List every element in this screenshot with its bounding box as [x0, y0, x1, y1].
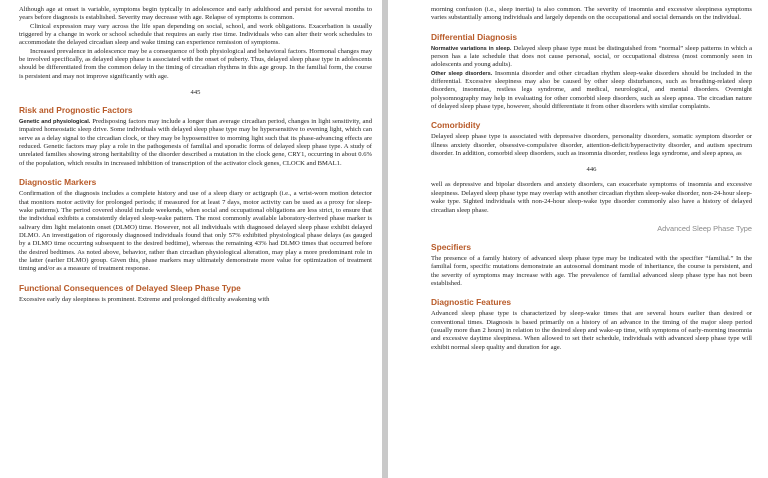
heading-comorbidity: Comorbidity: [431, 120, 481, 131]
heading-risk-prognostic: Risk and Prognostic Factors: [19, 105, 133, 116]
paragraph-other-sleep: [431, 70, 752, 112]
left-page: [0, 0, 382, 478]
paragraph-clinical-expression: Clinical expression may vary across the life span depending on social, school, and work obligations. Exacerbation is usually triggered by a change in work or school schedule that requires an early rise time. Individuals who can alter their work schedules to accommodate the delayed circadian sleep and wake timing can experience remission of symptoms.: [19, 22, 372, 47]
page-number-445: 445: [190, 89, 201, 97]
paragraph-genetic: [19, 118, 372, 168]
paragraph-functional: Excessive early day sleepiness is prominent. Extreme and prolonged difficulty awakening with: [19, 295, 270, 303]
paragraph-specifiers: The presence of a family history of advanced sleep phase type may be indicated with the specifier “familial.” In the familial form, specific mutations demonstrate an autosomal dominant mode of inheritance, the course is persistent, and the severity of symptoms may increase with age. The prevalence of familial advanced sleep phase type has not been established.: [431, 254, 752, 287]
paragraph-adolescence: Increased prevalence in adolescence may be a consequence of both physiological and behavioral factors. Hormonal changes may be involved specifically, as delayed sleep phase is associated with the onset of puberty. Thus, delayed sleep phase type in adolescents should be differentiated from the common delay in the timing of circadian rhythms in this age group. In the familial form, the course is persistent and may not improve significantly with age.: [19, 47, 372, 80]
right-page: [388, 0, 768, 478]
running-head-advanced: Advanced Sleep Phase Type: [657, 223, 752, 233]
runin-other-label: Other sleep disorders.: [431, 70, 493, 77]
heading-specifiers: Specifiers: [431, 241, 472, 252]
heading-diagnostic-features: Diagnostic Features: [431, 297, 512, 308]
paragraph-comorbidity-continued: well as depressive and bipolar disorders and anxiety disorders, can exacerbate symptoms of insomnia and excessive sleepiness. Delayed sleep phase type may overlap with another circadian rhythm sleep-wake disorder, non-24-hour sleep-wake type. Sighted individuals with non-24-hour sleep-wake type disorder commonly also have a history of delayed circadian sleep phase.: [431, 181, 752, 214]
runin-normative-label: Normative variations in sleep.: [431, 45, 512, 52]
paragraph-normative: [431, 45, 752, 70]
heading-functional-consequences: Functional Consequences of Delayed Sleep Phase Type: [19, 282, 241, 293]
paragraph-comorbidity: Delayed sleep phase type is associated with depressive disorders, personality disorders, somatic symptom disorder or illness anxiety disorder, obsessive-compulsive disorder, attention-deficit/hyperactivity disorder, and autism spectrum disorder. In addition, comorbid sleep disorders, such as insomnia disorder, restless legs syndrome, and sleep apnea, as: [431, 133, 752, 158]
other-text: Insomnia disorder and other circadian rhythm sleep-wake disorders should be included in the differential. Excessive sleepiness may also be caused by other sleep disturbances, such as breathing-related sleep disorders, insomnias, restless legs syndrome, and medical, neurological, and mental disorders. Overnight polysomnography may help in evaluating for other comorbid sleep disorders, such as sleep apnea. The circadian nature of delayed sleep phase type, however, should differentiate it from other disorders with similar complaints.: [431, 69, 752, 111]
paragraph-morning-confusion: morning confusion (i.e., sleep inertia) is also common. The severity of insomnia and excessive sleepiness symptoms varies substantially among individuals and largely depends on the occupational and social demands on the individual.: [431, 6, 752, 22]
heading-differential-diagnosis: Differential Diagnosis: [431, 31, 518, 42]
paragraph-diagnostic-markers: Confirmation of the diagnosis includes a complete history and use of a sleep diary or actigraph (i.e., a wrist-worn motion detector that monitors motor activity for prolonged periods; if measured for at least 7 days, motor activity can be used as a proxy for sleep-wake patterns). The period covered should include weekends, when social and occupational obligations are less strict, to ensure that the individual exhibits a consistently delayed sleep-wake pattern. The most commonly available laboratory-derived phase marker is salivary dim light melatonin onset (DLMO) time. However, not all individuals with diagnosed delayed sleep phase exhibit delayed DLMO. An investigation of rigorously diagnosed individuals found that only 57% exhibited physiological phase delays (as gauged by a DLMO time occurring subsequent to the desired bedtime), whereas the remaining 43% had DLMO times that occurred before the desired bedtimes. As noted above, behavior, rather than circadian physiological alteration, may play a more predominant role in the latter (earlier DLMO) group. Given this, phase markers may ultimately demonstrate more value for optimization of treatment timing and/or as a measure of treatment response.: [19, 190, 372, 273]
paragraph-diagnostic-features: Advanced sleep phase type is characterized by sleep-wake times that are several hours earlier than desired or conventional times. Diagnosis is based primarily on a history of an advance in the timing of the major sleep period (usually more than 2 hours) in relation to the desired sleep and wake-up time, with symptoms of early-morning insomnia and excessive daytime sleepiness. When allowed to set their schedule, individuals with advanced sleep phase type will exhibit normal sleep quality and duration for age.: [431, 310, 752, 351]
page-number-446: 446: [586, 166, 597, 174]
heading-diagnostic-markers: Diagnostic Markers: [19, 177, 97, 188]
runin-genetic-label: Genetic and physiological.: [19, 119, 91, 126]
paragraph-onset: Although age at onset is variable, symptoms begin typically in adolescence and early adulthood and persist for several months to years before diagnosis is established. Severity may decrease with age. Relapse of symptoms is common.: [19, 6, 372, 22]
genetic-text: Predisposing factors may include a longer than average circadian period, changes in light sensitivity, and impaired homeostatic sleep drive. Some individuals with delayed sleep phase type may be hypersensitive to evening light, which can serve as a delay signal to the circadian clock, or they may be hyposensitive to morning light such that its phase-advancing effects are reduced. Genetic factors may play a role in the pathogenesis of familial and sporadic forms of delayed sleep phase type. A study of unrelated families showing strong heritability of the disorder described a mutation in the clock gene, CRY1, occurring in about 0.6% of the population, which results in increased inhibition of transcription of the activator clock genes, CLOCK and BMAL1.: [19, 118, 372, 167]
normative-text: Delayed sleep phase type must be distinguished from “normal” sleep patterns in which a person has a late schedule that does not cause personal, social, or occupational distress (most commonly seen in adolescents and young adults).: [431, 44, 753, 69]
